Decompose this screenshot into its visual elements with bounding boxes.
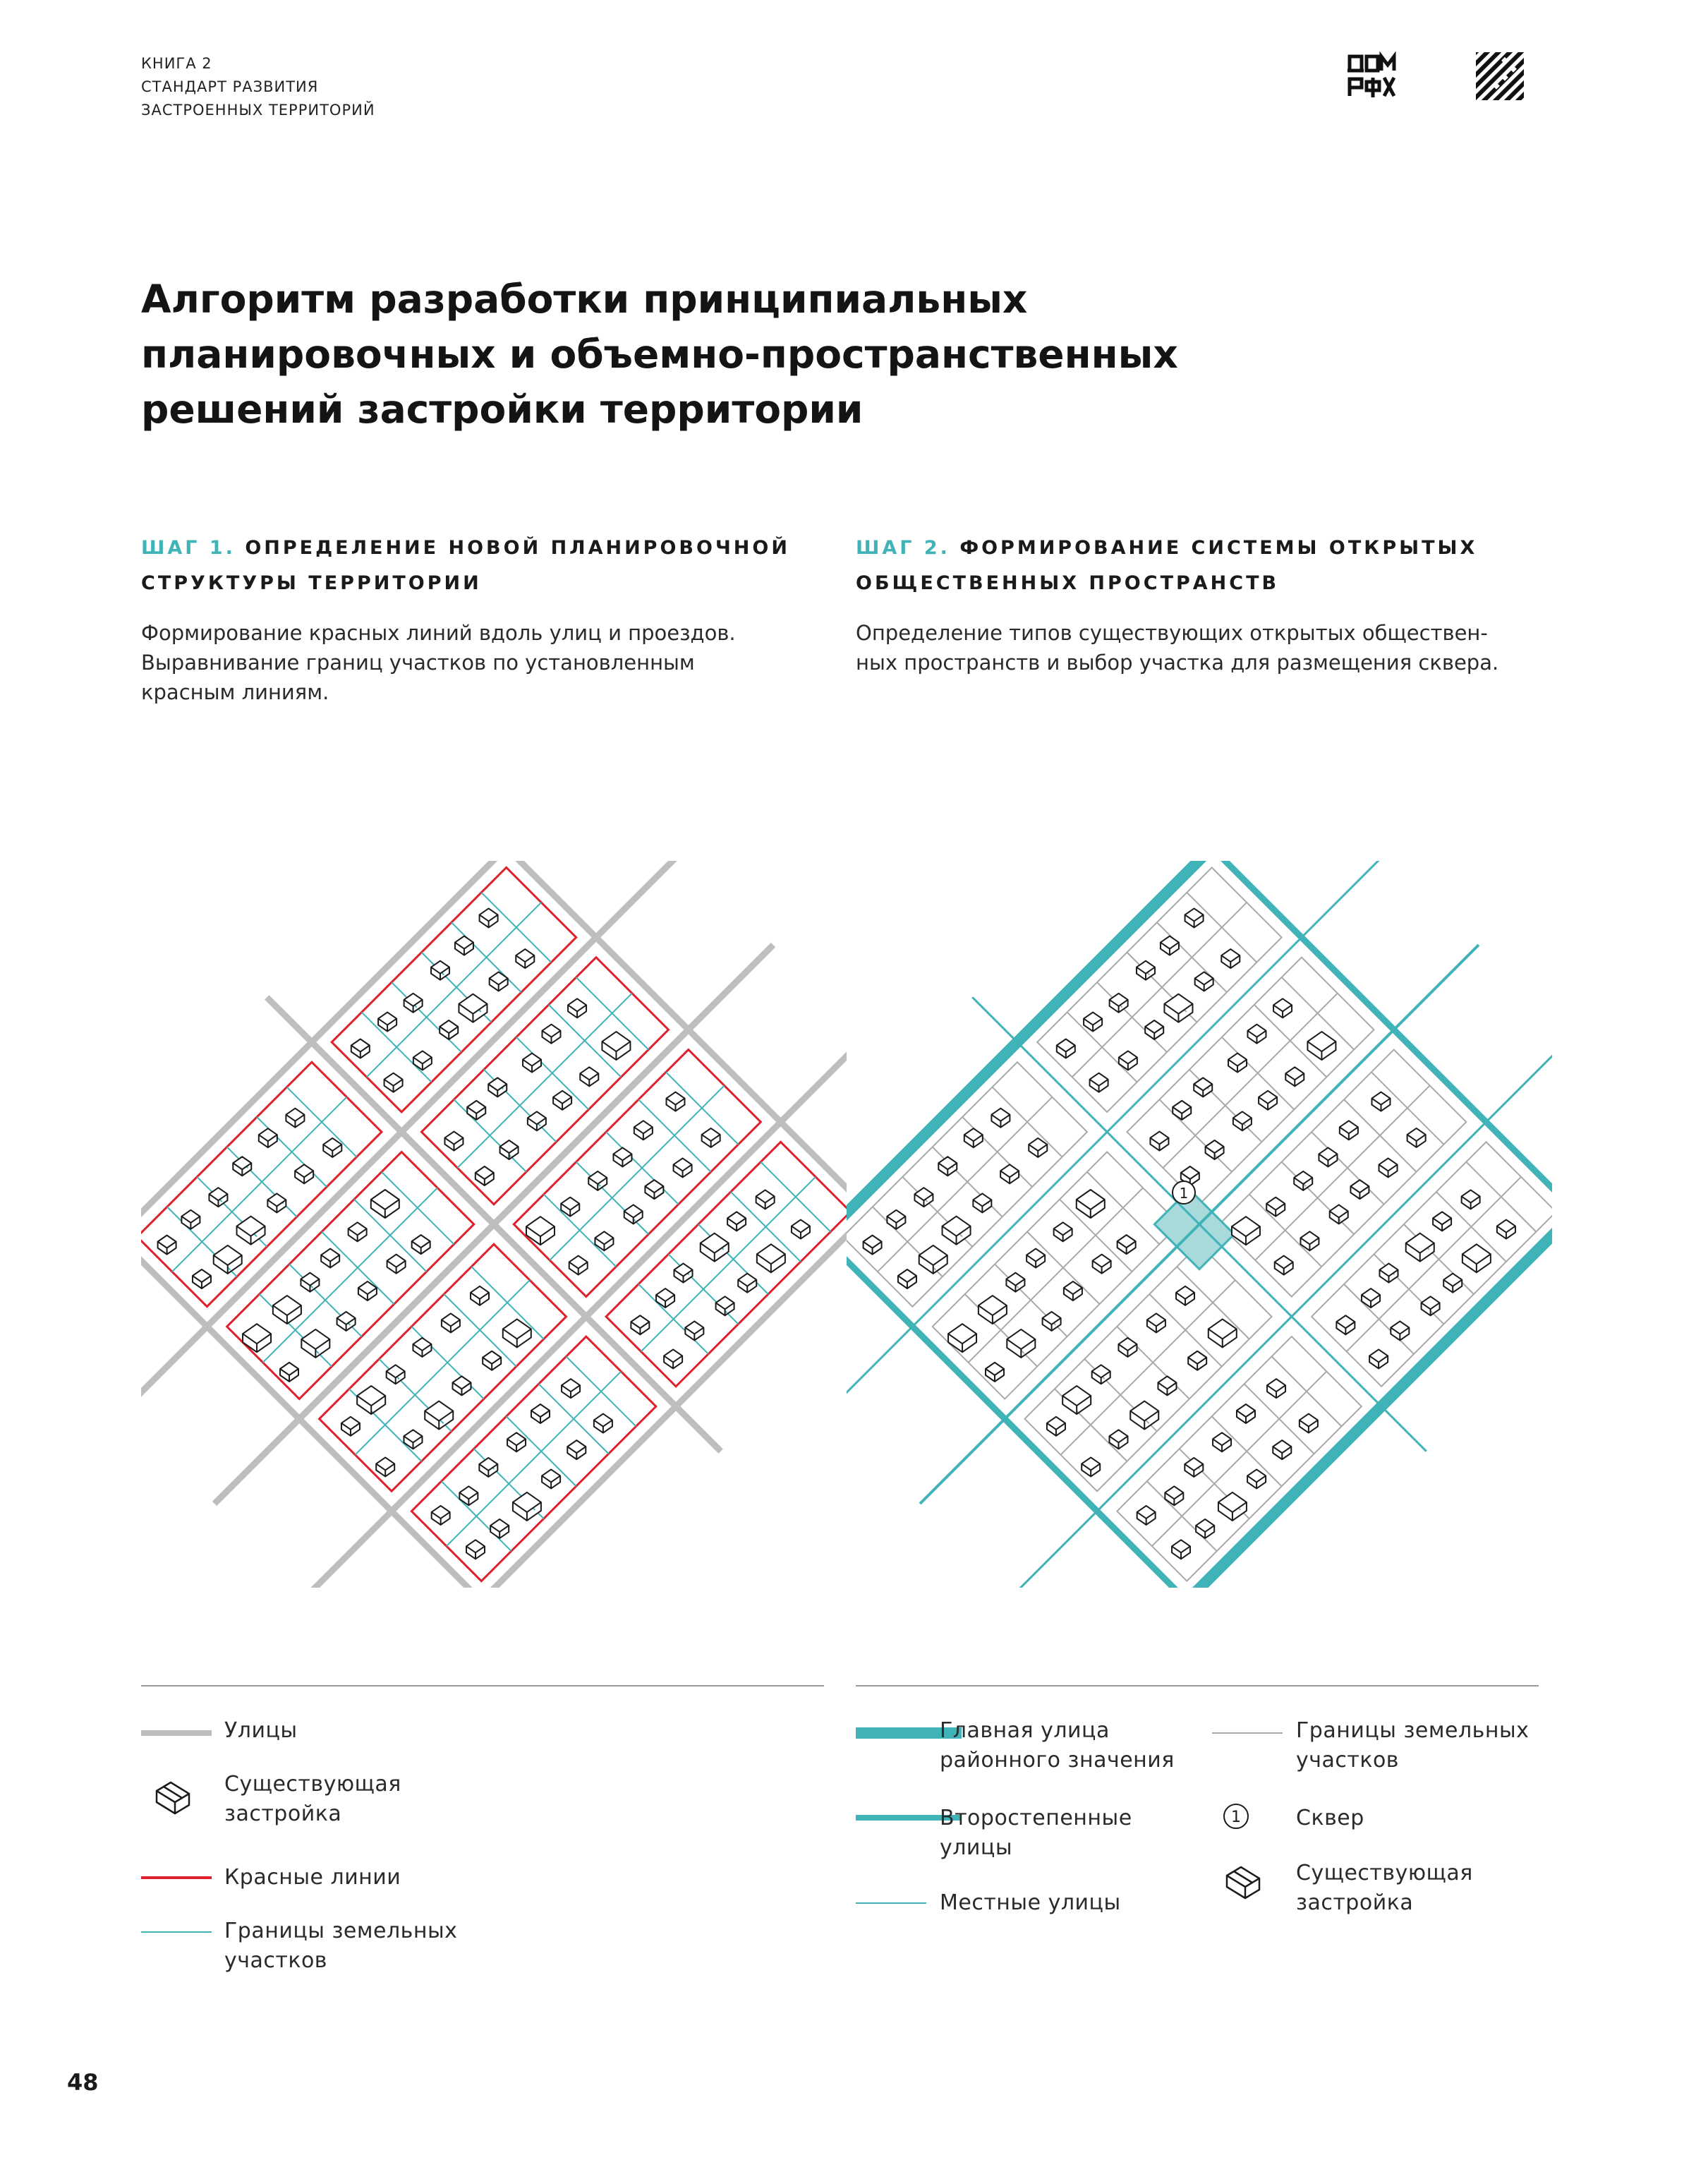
building-glyph	[1350, 1180, 1369, 1199]
building-glyph	[1185, 1458, 1203, 1477]
step1-heading-line: ОПРЕДЕЛЕНИЕ НОВОЙ ПЛАНИРОВОЧНОЙ	[245, 537, 790, 559]
building-glyph	[432, 1506, 450, 1525]
building-glyph	[568, 998, 586, 1018]
building-glyph	[1247, 1025, 1266, 1044]
building-glyph	[634, 1121, 653, 1140]
legend-line: Существующая	[1296, 1861, 1473, 1885]
building-glyph	[357, 1386, 385, 1414]
building-glyph	[588, 1171, 607, 1190]
building-glyph	[1406, 1233, 1434, 1262]
building-glyph	[553, 1091, 571, 1110]
book-line: КНИГА 2	[141, 55, 212, 72]
building-glyph	[964, 1128, 983, 1147]
building-glyph	[602, 1032, 630, 1060]
building-glyph	[562, 1379, 580, 1398]
building-glyph	[1150, 1132, 1168, 1151]
gray-line-icon	[141, 1730, 212, 1736]
step1-map-diagram	[141, 861, 847, 1588]
building-glyph	[467, 1101, 485, 1120]
legend-line: Главная улица	[940, 1718, 1110, 1743]
building-glyph	[479, 1458, 497, 1477]
building-glyph	[1369, 1349, 1388, 1368]
legend-line: Границы земельных	[1296, 1718, 1530, 1743]
building-glyph	[1340, 1121, 1358, 1140]
legend2-divider	[856, 1685, 1539, 1686]
building-glyph	[466, 1540, 485, 1559]
building-glyph	[645, 1180, 663, 1199]
building-glyph	[1195, 972, 1213, 991]
building-glyph	[938, 1157, 957, 1176]
building-glyph	[738, 1274, 756, 1293]
title-line: Алгоритм разработки принципиальных	[141, 277, 1028, 322]
dom-rf-logo	[1347, 49, 1398, 100]
legend-plot-boundaries-2	[1296, 1716, 1529, 1775]
legend-line: Второстепенные	[940, 1806, 1132, 1830]
building-glyph	[1206, 1140, 1224, 1159]
building-glyph	[1093, 1255, 1111, 1274]
legend-secondary-streets	[940, 1804, 1132, 1863]
book-line: ЗАСТРОЕННЫХ ТЕРРИТОРИЙ	[141, 102, 375, 119]
building-glyph	[341, 1417, 360, 1436]
building-glyph	[1006, 1273, 1024, 1292]
building-glyph	[378, 1013, 396, 1032]
legend-square: Сквер	[1296, 1806, 1364, 1830]
building-glyph	[193, 1269, 211, 1288]
building-glyph	[1084, 1013, 1102, 1032]
building-glyph	[542, 1469, 560, 1488]
building-glyph	[1294, 1171, 1312, 1190]
building-glyph	[280, 1363, 298, 1382]
building-glyph	[1007, 1329, 1035, 1358]
building-glyph	[384, 1073, 403, 1092]
building-glyph	[919, 1245, 947, 1274]
building-glyph	[864, 1236, 882, 1255]
step1-heading	[141, 531, 847, 601]
legend-main-street	[940, 1716, 1175, 1775]
thin-gray-line-icon	[1212, 1732, 1283, 1734]
legend-line: застройка	[1296, 1890, 1414, 1915]
building-glyph	[1047, 1417, 1065, 1436]
building-glyph	[371, 1190, 399, 1218]
building-glyph	[792, 1220, 810, 1239]
building-glyph	[455, 936, 473, 955]
step1-heading-line: СТРУКТУРЫ ТЕРРИТОРИИ	[141, 572, 482, 594]
building-glyph	[1213, 1432, 1231, 1451]
page-number: 48	[67, 2069, 99, 2096]
building-glyph	[664, 1349, 682, 1368]
house-icon	[154, 1778, 193, 1821]
legend-streets: Улицы	[224, 1718, 298, 1743]
building-glyph	[1118, 1235, 1136, 1254]
building-glyph	[702, 1128, 720, 1147]
building-glyph	[1371, 1092, 1390, 1111]
building-glyph	[295, 1164, 313, 1183]
page-title	[141, 272, 1340, 437]
book-line: СТАНДАРТ РАЗВИТИЯ	[141, 78, 319, 95]
building-glyph	[1422, 1296, 1440, 1315]
building-glyph	[1090, 1073, 1108, 1092]
building-glyph	[1273, 1440, 1291, 1459]
building-glyph	[259, 1128, 277, 1147]
building-glyph	[948, 1324, 976, 1352]
building-glyph	[887, 1210, 905, 1229]
book-header	[141, 52, 375, 122]
building-glyph	[1407, 1128, 1426, 1147]
legend-line: участков	[1296, 1748, 1399, 1773]
building-glyph	[516, 949, 534, 968]
building-glyph	[1259, 1091, 1277, 1110]
thin-teal-line-icon	[141, 1931, 212, 1933]
building-glyph	[1497, 1220, 1515, 1239]
building-glyph	[273, 1296, 301, 1324]
building-glyph	[528, 1111, 546, 1130]
building-glyph	[376, 1457, 394, 1476]
legend-existing-buildings	[224, 1770, 401, 1829]
building-glyph	[286, 1109, 304, 1128]
building-glyph	[1145, 1020, 1163, 1039]
step2-desc-line: ных пространств и выбор участка для размещения сквера.	[856, 651, 1499, 675]
building-glyph	[542, 1025, 560, 1044]
building-glyph	[1218, 1492, 1247, 1521]
building-glyph	[1379, 1158, 1398, 1177]
building-glyph	[351, 1039, 370, 1058]
legend-line: районного значения	[940, 1748, 1175, 1773]
building-glyph	[1330, 1205, 1348, 1224]
legend-line: Границы земельных	[224, 1919, 458, 1943]
building-glyph	[979, 1296, 1007, 1324]
building-glyph	[1172, 1540, 1190, 1559]
building-glyph	[1247, 1469, 1266, 1488]
building-glyph	[1029, 1138, 1047, 1157]
building-glyph	[701, 1233, 729, 1262]
building-glyph	[594, 1414, 612, 1433]
building-glyph	[1077, 1190, 1105, 1218]
building-glyph	[323, 1138, 341, 1157]
red-line-icon	[141, 1876, 212, 1879]
building-glyph	[301, 1273, 319, 1292]
building-glyph	[674, 1264, 693, 1283]
building-glyph	[387, 1255, 406, 1274]
circle-number-icon	[1222, 1802, 1250, 1830]
building-glyph	[727, 1212, 746, 1231]
building-glyph	[613, 1147, 631, 1166]
building-glyph	[413, 1338, 431, 1357]
building-glyph	[1228, 1054, 1247, 1073]
building-glyph	[1000, 1164, 1019, 1183]
building-glyph	[425, 1401, 453, 1430]
legend-line: улицы	[940, 1835, 1013, 1860]
step1-desc-line: Формирование красных линий вдоль улиц и проездов.	[141, 621, 736, 645]
step2-heading	[856, 531, 1561, 601]
building-glyph	[1462, 1244, 1491, 1272]
building-glyph	[301, 1329, 329, 1358]
step2-desc-line: Определение типов существующих открытых обществен-	[856, 621, 1488, 645]
step2-heading-line: ОБЩЕСТВЕННЫХ ПРОСТРАНСТВ	[856, 572, 1280, 594]
building-glyph	[1188, 1351, 1206, 1370]
legend-line: участков	[224, 1948, 327, 1973]
building-glyph	[349, 1222, 367, 1241]
building-glyph	[1233, 1111, 1252, 1130]
building-glyph	[1057, 1039, 1075, 1058]
building-glyph	[483, 1351, 501, 1370]
building-glyph	[1237, 1404, 1255, 1423]
building-glyph	[1275, 1256, 1293, 1275]
building-glyph	[490, 1519, 509, 1538]
step2-description	[856, 618, 1498, 677]
building-glyph	[500, 1140, 519, 1159]
building-glyph	[1062, 1386, 1091, 1414]
building-glyph	[986, 1363, 1004, 1382]
legend1-divider	[141, 1685, 824, 1686]
building-glyph	[1173, 1101, 1191, 1120]
building-glyph	[1026, 1249, 1045, 1268]
building-glyph	[1158, 1376, 1176, 1395]
building-glyph	[1462, 1190, 1480, 1209]
building-glyph	[476, 1166, 494, 1185]
building-glyph	[1130, 1401, 1158, 1430]
legend-plot-boundaries	[224, 1917, 457, 1976]
building-glyph	[1285, 1067, 1304, 1086]
step2-map-diagram	[847, 861, 1552, 1588]
building-glyph	[580, 1067, 598, 1086]
step1-desc-line: Выравнивание границ участков по установленным	[141, 651, 695, 675]
building-glyph	[757, 1244, 785, 1272]
building-glyph	[321, 1249, 339, 1268]
building-glyph	[666, 1092, 684, 1111]
building-glyph	[1380, 1264, 1398, 1283]
house-icon	[1224, 1863, 1264, 1905]
circle-number-text: 1	[1231, 1809, 1241, 1826]
building-glyph	[1267, 1379, 1285, 1398]
building-glyph	[1054, 1222, 1072, 1241]
building-glyph	[624, 1205, 643, 1224]
building-glyph	[490, 972, 508, 991]
step1-desc-line: красным линиям.	[141, 680, 329, 704]
building-glyph	[459, 994, 487, 1022]
building-glyph	[1443, 1274, 1462, 1293]
building-glyph	[1082, 1457, 1100, 1476]
building-glyph	[1391, 1321, 1409, 1340]
building-glyph	[444, 1132, 463, 1151]
building-glyph	[412, 1235, 430, 1254]
building-glyph	[1161, 936, 1179, 955]
building-glyph	[1209, 1319, 1237, 1347]
building-glyph	[567, 1440, 586, 1459]
building-glyph	[531, 1404, 550, 1423]
building-glyph	[1194, 1078, 1212, 1097]
building-glyph	[214, 1245, 242, 1274]
building-glyph	[1196, 1519, 1214, 1538]
building-glyph	[1336, 1315, 1355, 1334]
building-glyph	[1118, 1338, 1137, 1357]
title-line: планировочных и объемно-пространственных	[141, 332, 1178, 377]
diagonal-pattern-icon	[1476, 52, 1524, 100]
building-glyph	[716, 1296, 734, 1315]
step2-number: ШАГ 2.	[856, 537, 950, 559]
legend-local-streets: Местные улицы	[940, 1890, 1121, 1915]
building-glyph	[631, 1315, 649, 1334]
building-glyph	[503, 1319, 531, 1347]
step1-description	[141, 618, 736, 707]
building-glyph	[1221, 949, 1240, 968]
building-glyph	[452, 1376, 471, 1395]
building-glyph	[674, 1158, 692, 1177]
building-glyph	[507, 1432, 526, 1451]
legend-line: застройка	[224, 1801, 342, 1826]
building-glyph	[991, 1109, 1010, 1128]
building-glyph	[1300, 1414, 1318, 1433]
title-line: решений застройки территории	[141, 387, 864, 432]
building-glyph	[440, 1020, 458, 1039]
square-marker-number: 1	[1179, 1185, 1189, 1202]
step1-number: ШАГ 1.	[141, 537, 236, 559]
building-glyph	[158, 1236, 176, 1255]
legend-red-lines: Красные линии	[224, 1865, 401, 1890]
building-glyph	[1307, 1032, 1335, 1060]
thin-teal-line-icon	[856, 1902, 926, 1904]
step2-heading-line: ФОРМИРОВАНИЕ СИСТЕМЫ ОТКРЫТЫХ	[959, 537, 1478, 559]
building-glyph	[471, 1286, 489, 1305]
building-glyph	[1137, 1506, 1156, 1525]
building-glyph	[1176, 1286, 1194, 1305]
building-glyph	[233, 1157, 251, 1176]
legend-existing-buildings-2	[1296, 1859, 1473, 1918]
building-glyph	[488, 1078, 507, 1097]
building-glyph	[523, 1054, 541, 1073]
building-glyph	[442, 1313, 460, 1332]
building-glyph	[513, 1492, 541, 1521]
building-glyph	[1319, 1147, 1337, 1166]
building-glyph	[1185, 908, 1204, 927]
building-glyph	[1164, 994, 1192, 1022]
building-glyph	[1273, 998, 1292, 1018]
building-glyph	[480, 908, 498, 927]
building-glyph	[685, 1321, 703, 1340]
building-glyph	[569, 1256, 588, 1275]
legend-line: Существующая	[224, 1772, 401, 1797]
building-glyph	[756, 1190, 775, 1209]
building-glyph	[181, 1210, 200, 1229]
building-glyph	[1147, 1313, 1165, 1332]
building-glyph	[898, 1269, 916, 1288]
building-glyph	[1433, 1212, 1451, 1231]
